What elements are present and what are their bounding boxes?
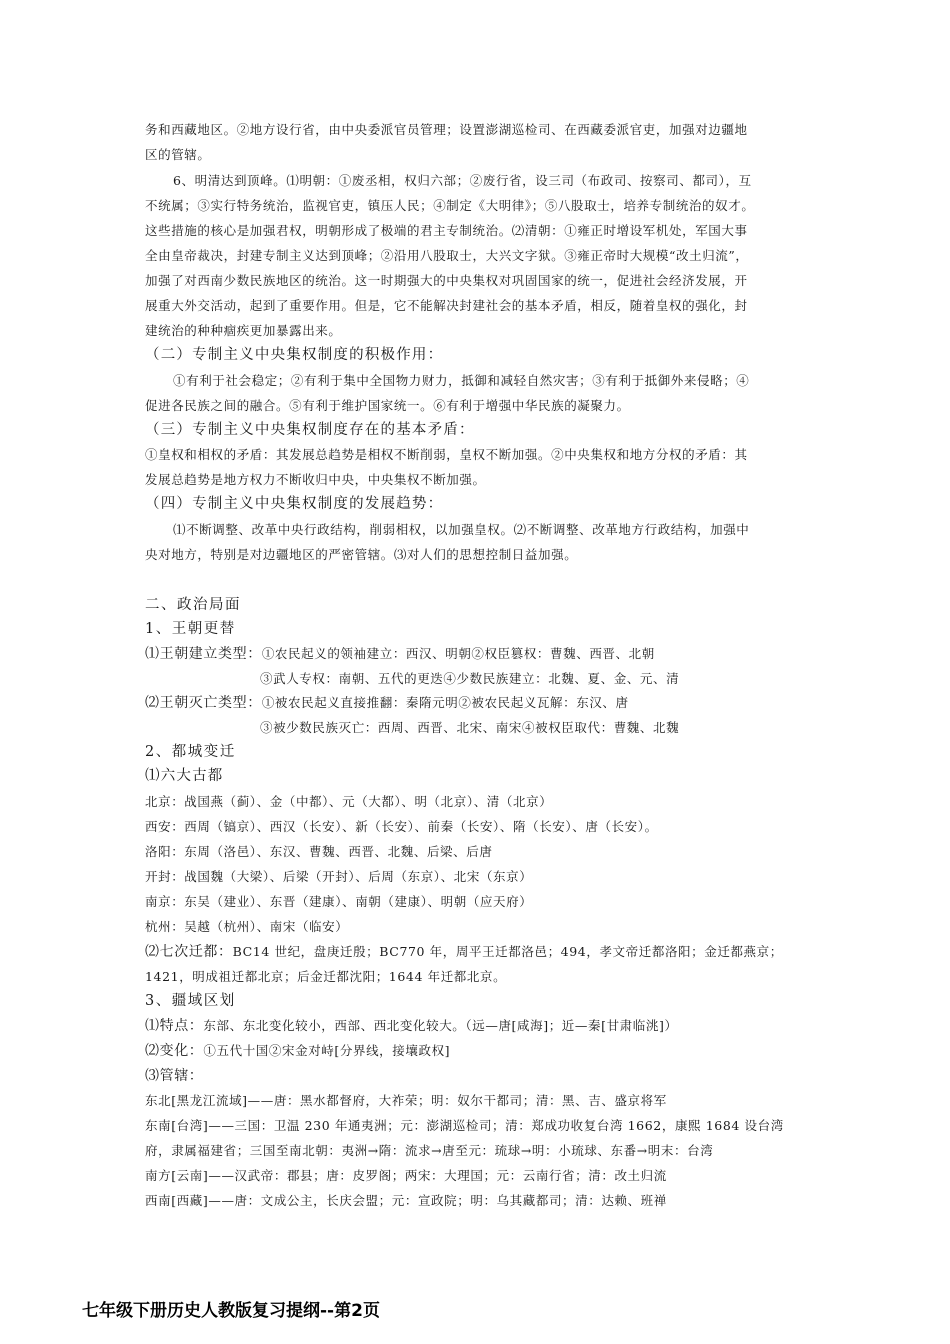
text-line: 央对地方，特别是对边疆地区的严密管辖。⑶对人们的思想控制日益加强。	[145, 547, 578, 562]
fall-line-2: ③被少数民族灭亡：西周、西晋、北宋、南宋④被权臣取代：曹魏、北魏	[260, 720, 680, 735]
changes-text: ①五代十国②宋金对峙[分界线，接壤政权]	[203, 1043, 451, 1058]
section-heading: （四）专制主义中央集权制度的发展趋势：	[145, 496, 444, 512]
text-line: 区的管辖。	[145, 147, 211, 162]
text-line: ①有利于社会稳定；②有利于集中全国物力财力，抵御和减轻自然灾害；③有利于抵御外来侵略；④	[173, 373, 750, 388]
changes-label: ⑵变化：	[145, 1043, 204, 1059]
text-line: ①皇权和相权的矛盾：其发展总趋势是相权不断削弱，皇权不断加强。②中央集权和地方分权的矛盾：其	[145, 447, 748, 462]
territory-features	[145, 1017, 815, 1035]
text-line: 发展总趋势是地方权力不断收归中央，中央集权不断加强。	[145, 472, 486, 487]
region-southwest: 西南[西藏]——唐：文成公主，长庆会盟；元：宣政院；明：乌其藏都司；清：达赖、班禅	[145, 1193, 667, 1208]
page-footer: 七年级下册历史人教版复习提纲--第2页	[82, 1301, 380, 1321]
moves-line-1: BC14 世纪，盘庚迁殷；BC770 年，周平王迁都洛邑；494，孝文帝迁都洛阳；金迁都燕京；	[232, 944, 783, 959]
moves-label: ⑵七次迁都：	[145, 944, 233, 960]
establish-types	[145, 645, 815, 663]
text-line: 务和西藏地区。②地方设行省，由中央委派官员管理；设置澎湖巡检司、在西藏委派官吏，加强对边疆地	[145, 122, 748, 137]
administration-label: ⑶管辖：	[145, 1068, 204, 1084]
text-line: 建统治的种种痼疾更加暴露出来。	[145, 323, 342, 338]
establish-line-2: ③武人专权：南朝、五代的更迭④少数民族建立：北魏、夏、金、元、清	[260, 671, 680, 686]
text-line: 加强了对西南少数民族地区的统治。这一时期强大的中央集权对巩固国家的统一，促进社会经济发展，开	[145, 273, 748, 288]
text-line: 展重大外交活动，起到了重要作用。但是，它不能解决封建社会的基本矛盾，相反，随着皇权的强化，封	[145, 298, 748, 313]
establish-label: ⑴王朝建立类型：	[145, 646, 262, 662]
text-line: 全由皇帝裁决，封建专制主义达到顶峰；②沿用八股取士，大兴文字狱。③雍正帝时大规模“改土归流”，	[145, 248, 749, 263]
text-line: 不统属；③实行特务统治，监视官吏，镇压人民；④制定《大明律》；⑤八股取士，培养专制统治的奴才。	[145, 198, 755, 213]
capital-beijing: 北京：战国燕（蓟）、金（中都）、元（大都）、明（北京）、清（北京）	[145, 794, 553, 809]
six-capitals-title: ⑴六大古都	[145, 768, 224, 784]
region-southeast-1: 东南[台湾]——三国：卫温 230 年通夷洲；元：澎湖巡检司；清：郑成功收复台湾 1662，康熙 1684 设台湾	[145, 1118, 784, 1133]
capital-xian: 西安：西周（镐京）、西汉（长安）、新（长安）、前秦（长安）、隋（长安）、唐（长安）。	[145, 819, 658, 834]
fall-types	[145, 694, 815, 712]
capital-nanjing: 南京：东吴（建业）、东晋（建康）、南朝（建康）、明朝（应天府）	[145, 894, 533, 909]
features-label: ⑴特点：	[145, 1018, 204, 1034]
fall-label: ⑵王朝灭亡类型：	[145, 695, 262, 711]
subsection-title: 1、王朝更替	[145, 621, 236, 637]
region-south: 南方[云南]——汉武帝：郡县；唐：皮罗阁；两宋：大理国；元：云南行省；清：改土归流	[145, 1168, 667, 1183]
region-southeast-2: 府，隶属福建省；三国至南北朝：夷洲→隋：流求→唐至元：琉球→明：小琉球、东番→明末：台湾	[145, 1143, 714, 1158]
text-line: 6、明清达到顶峰。⑴明朝：①废丞相，权归六部；②废行省，设三司（布政司、按察司、都司），互	[173, 173, 752, 188]
features-text: 东部、东北变化较小，西部、西北变化较大。（远—唐[咸海]；近—秦[甘肃临洮]）	[203, 1018, 678, 1033]
text-line: 促进各民族之间的融合。⑤有利于维护国家统一。⑥有利于增强中华民族的凝聚力。	[145, 398, 630, 413]
part-title: 二、政治局面	[145, 597, 241, 613]
subsection-title: 2、都城变迁	[145, 744, 236, 760]
region-northeast: 东北[黑龙江流域]——唐：黑水都督府，大祚荣；明：奴尔干都司；清：黑、吉、盛京将军	[145, 1093, 667, 1108]
moves-line-2: 1421，明成祖迁都北京；后金迁都沈阳；1644 年迁都北京。	[145, 969, 507, 984]
text-line: ⑴不断调整、改革中央行政结构，削弱相权，以加强皇权。⑵不断调整、改革地方行政结构，加强中	[173, 522, 750, 537]
capital-moves	[145, 943, 815, 961]
section-heading: （三）专制主义中央集权制度存在的基本矛盾：	[145, 422, 475, 438]
fall-line-1: ①被农民起义直接推翻：秦隋元明②被农民起义瓦解：东汉、唐	[261, 695, 629, 710]
capital-kaifeng: 开封：战国魏（大梁）、后梁（开封）、后周（东京）、北宋（东京）	[145, 869, 533, 884]
subsection-title: 3、疆域区划	[145, 993, 236, 1009]
section-heading: （二）专制主义中央集权制度的积极作用：	[145, 347, 444, 363]
capital-luoyang: 洛阳：东周（洛邑）、东汉、曹魏、西晋、北魏、后梁、后唐	[145, 844, 493, 859]
establish-line-1: ①农民起义的领袖建立：西汉、明朝②权臣篡权：曹魏、西晋、北朝	[261, 646, 655, 661]
capital-hangzhou: 杭州：吴越（杭州）、南宋（临安）	[145, 919, 349, 934]
text-line: 这些措施的核心是加强君权，明朝形成了极端的君主专制统治。⑵清朝：①雍正时增设军机处，军国大事	[145, 223, 748, 238]
territory-changes	[145, 1042, 815, 1060]
